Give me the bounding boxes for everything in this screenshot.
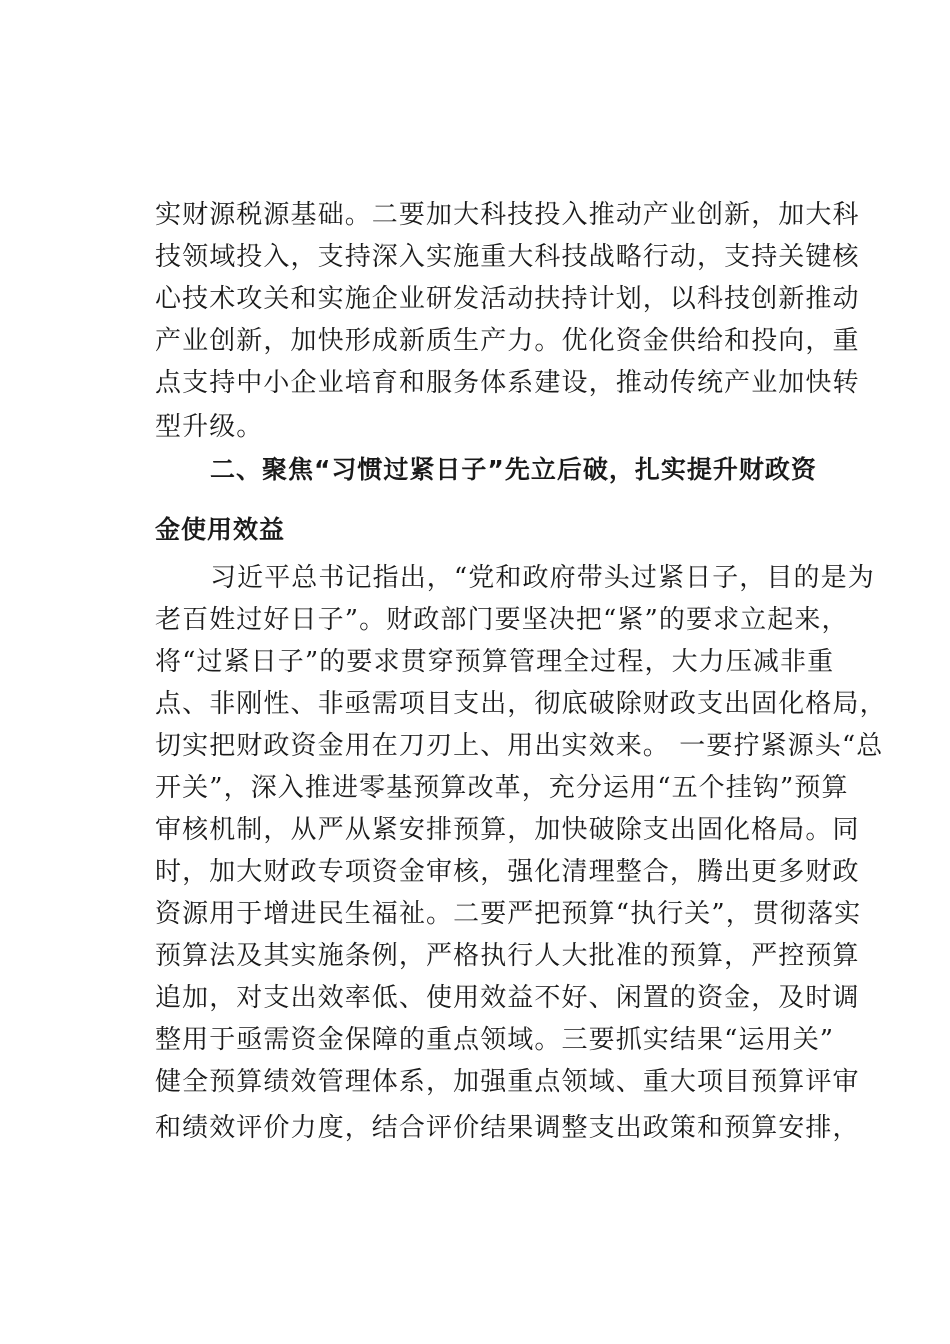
paragraph-2-line-5: 切实把财政资金用在刀刃上、用出实效来。 一要拧紧源头“总 — [155, 731, 884, 761]
paragraph-1-line-6: 型升级。 — [155, 412, 264, 442]
paragraph-2-line-2: 老百姓过好日子”。财政部门要坚决把“紧”的要求立起来， — [155, 605, 849, 635]
paragraph-2-line-9: 资源用于增进民生福祉。二要严把预算“执行关”，贯彻落实 — [155, 899, 862, 929]
paragraph-2-line-11: 追加，对支出效率低、使用效益不好、闲置的资金，及时调 — [155, 983, 860, 1013]
paragraph-2-line-14: 和绩效评价力度，结合评价结果调整支出政策和预算安排， — [155, 1113, 860, 1143]
paragraph-1-line-3: 心技术攻关和实施企业研发活动扶持计划，以科技创新推动 — [155, 284, 860, 314]
paragraph-2-line-7: 审核机制，从严从紧安排预算，加快破除支出固化格局。同 — [155, 815, 860, 845]
paragraph-2-line-1: 习近平总书记指出，“党和政府带头过紧日子，目的是为 — [210, 563, 875, 593]
paragraph-1-line-2: 技领域投入，支持深入实施重大科技战略行动，支持关键核 — [155, 242, 860, 272]
paragraph-2-line-6: 开关”，深入推进零基预算改革，充分运用“五个挂钩”预算 — [155, 773, 849, 803]
paragraph-1-line-4: 产业创新，加快形成新质生产力。优化资金供给和投向，重 — [155, 326, 860, 356]
paragraph-2-line-8: 时，加大财政专项资金审核，强化清理整合，腾出更多财政 — [155, 857, 860, 887]
paragraph-2-line-10: 预算法及其实施条例，严格执行人大批准的预算，严控预算 — [155, 941, 860, 971]
paragraph-2-line-4: 点、非刚性、非亟需项目支出，彻底破除财政支出固化格局， — [155, 689, 887, 719]
paragraph-2-line-3: 将“过紧日子”的要求贯穿预算管理全过程，大力压减非重 — [155, 647, 835, 677]
paragraph-2-line-13: 健全预算绩效管理体系，加强重点领域、重大项目预算评审 — [155, 1067, 860, 1097]
section-heading-line-2: 金使用效益 — [155, 515, 286, 544]
paragraph-1-line-5: 点支持中小企业培育和服务体系建设，推动传统产业加快转 — [155, 368, 860, 398]
section-heading-line-1: 二、聚焦“习惯过紧日子”先立后破，扎实提升财政资 — [210, 455, 817, 484]
paragraph-1-line-1: 实财源税源基础。二要加大科技投入推动产业创新，加大科 — [155, 200, 860, 230]
paragraph-2-line-12: 整用于亟需资金保障的重点领域。三要抓实结果“运用关” — [155, 1025, 835, 1055]
